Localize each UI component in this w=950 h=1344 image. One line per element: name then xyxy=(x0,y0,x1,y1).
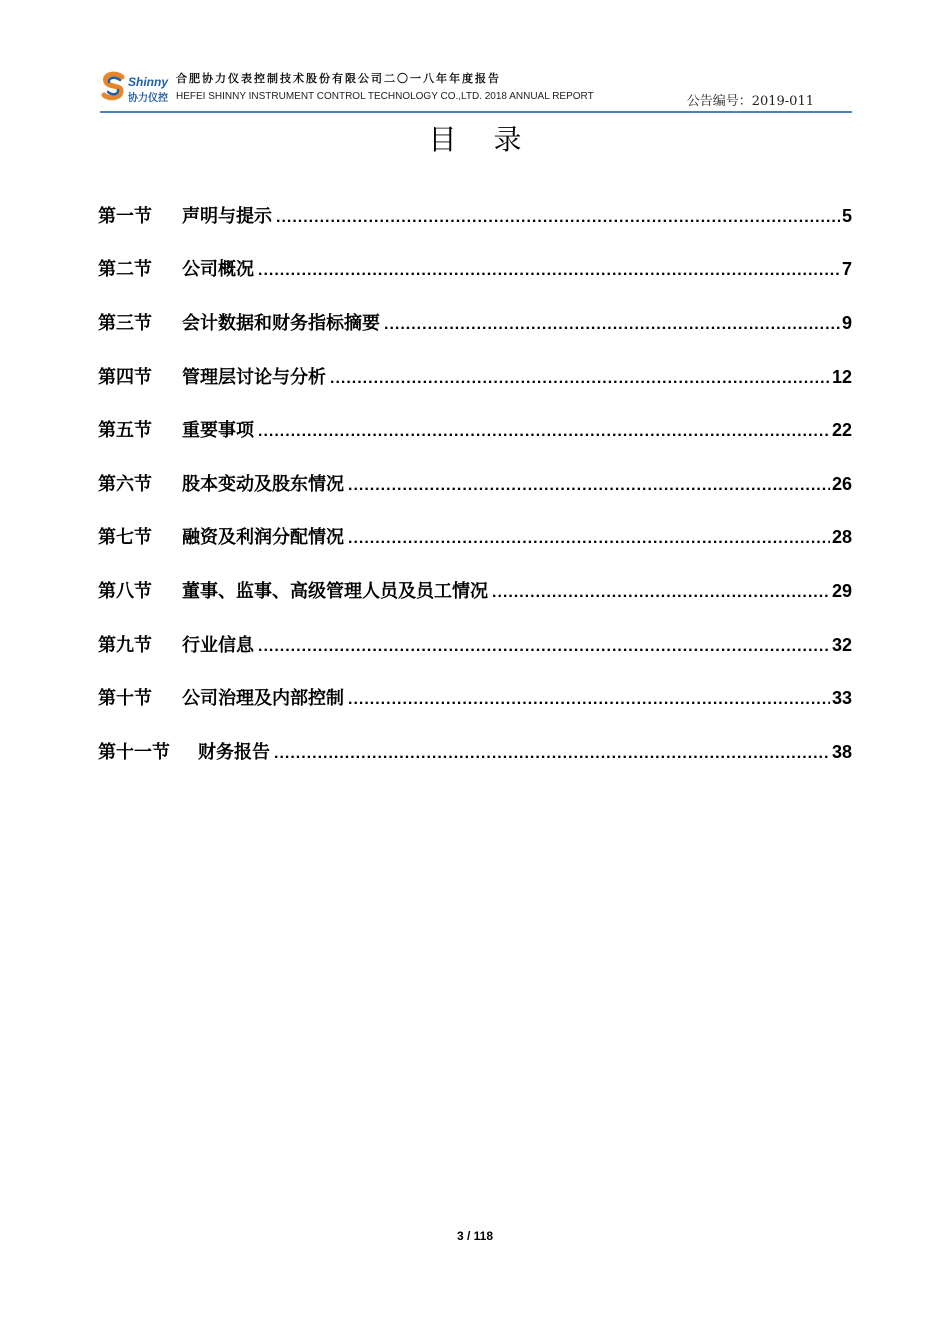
toc-page-number: 9 xyxy=(841,312,852,333)
toc-section-number: 第七节 xyxy=(98,527,152,549)
toc-entry xyxy=(98,188,852,242)
toc-dot-leader xyxy=(258,423,830,441)
toc-section-number: 第三节 xyxy=(98,312,152,334)
toc-dot-leader xyxy=(492,584,830,602)
toc-page-number: 38 xyxy=(831,741,852,762)
page-number: 3 / 118 xyxy=(456,1229,494,1243)
toc-dot-leader xyxy=(330,370,830,388)
toc-entry xyxy=(98,510,852,564)
toc-section-number: 第二节 xyxy=(98,259,152,281)
toc-entry-link[interactable] xyxy=(98,523,852,549)
toc-section-title: 董事、监事、高级管理人员及员工情况 xyxy=(182,580,488,602)
toc-section-title: 融资及利润分配情况 xyxy=(182,527,344,549)
toc-section-number: 第九节 xyxy=(98,634,152,656)
toc-entry-link[interactable] xyxy=(98,309,852,335)
toc-section-title: 股本变动及股东情况 xyxy=(182,473,344,495)
toc-entry xyxy=(98,617,852,671)
toc-entry-link[interactable] xyxy=(98,470,852,496)
company-name-cn: 合肥协力仪表控制技术股份有限公司二〇一八年年度报告 xyxy=(176,72,501,85)
toc-entry xyxy=(98,456,852,510)
toc-page-number: 7 xyxy=(841,259,852,280)
toc-entry xyxy=(98,724,852,778)
toc-page-number: 26 xyxy=(831,473,852,494)
toc-entry xyxy=(98,295,852,349)
toc-dot-leader xyxy=(348,691,830,709)
toc-section-number: 第八节 xyxy=(98,580,152,602)
toc-entry xyxy=(98,242,852,296)
toc-section-title: 声明与提示 xyxy=(182,205,272,227)
toc-section-title: 重要事项 xyxy=(182,420,254,442)
toc-entry-link[interactable] xyxy=(98,202,852,228)
page-header xyxy=(100,66,852,110)
company-name-en: HEFEI SHINNY INSTRUMENT CONTROL TECHNOLOGY CO.,LTD. 2018 ANNUAL REPORT xyxy=(176,91,594,102)
toc-entry xyxy=(98,402,852,456)
toc-dot-leader xyxy=(258,638,830,656)
shinny-logo-icon xyxy=(100,71,128,101)
toc-section-number: 第十一节 xyxy=(98,741,170,763)
toc-page-number: 12 xyxy=(831,366,852,387)
company-logo xyxy=(100,71,172,105)
toc-dot-leader xyxy=(258,262,840,280)
toc-entry xyxy=(98,670,852,724)
toc-entry-link[interactable] xyxy=(98,363,852,389)
toc-section-number: 第一节 xyxy=(98,205,152,227)
table-of-contents xyxy=(98,188,852,778)
toc-section-title: 公司概况 xyxy=(182,259,254,281)
logo-text-cn: 协力仪控 xyxy=(128,93,168,104)
toc-entry-link[interactable] xyxy=(98,255,852,281)
toc-page-number: 29 xyxy=(831,580,852,601)
toc-title: 目 录 xyxy=(428,123,536,156)
announcement-number: 公告编号：2019-011 xyxy=(686,94,814,109)
toc-dot-leader xyxy=(384,316,840,334)
logo-text-en: Shinny xyxy=(128,75,169,89)
toc-entry xyxy=(98,563,852,617)
toc-section-title: 会计数据和财务指标摘要 xyxy=(182,312,380,334)
toc-section-number: 第四节 xyxy=(98,366,152,388)
toc-entry-link[interactable] xyxy=(98,577,852,603)
toc-page-number: 22 xyxy=(831,420,852,441)
toc-page-number: 28 xyxy=(831,527,852,548)
toc-section-title: 行业信息 xyxy=(182,634,254,656)
toc-entry-link[interactable] xyxy=(98,738,852,764)
toc-dot-leader xyxy=(276,209,840,227)
toc-dot-leader xyxy=(274,745,830,763)
toc-section-number: 第五节 xyxy=(98,420,152,442)
toc-section-title: 公司治理及内部控制 xyxy=(182,688,344,710)
toc-dot-leader xyxy=(348,477,830,495)
toc-section-number: 第六节 xyxy=(98,473,152,495)
toc-section-number: 第十节 xyxy=(98,688,152,710)
toc-entry xyxy=(98,349,852,403)
toc-dot-leader xyxy=(348,530,830,548)
header-divider xyxy=(100,111,852,113)
toc-page-number: 5 xyxy=(841,205,852,226)
toc-entry-link[interactable] xyxy=(98,631,852,657)
toc-entry-link[interactable] xyxy=(98,684,852,710)
toc-section-title: 管理层讨论与分析 xyxy=(182,366,326,388)
toc-section-title: 财务报告 xyxy=(198,741,270,763)
toc-entry-link[interactable] xyxy=(98,416,852,442)
toc-page-number: 32 xyxy=(831,634,852,655)
toc-page-number: 33 xyxy=(831,688,852,709)
